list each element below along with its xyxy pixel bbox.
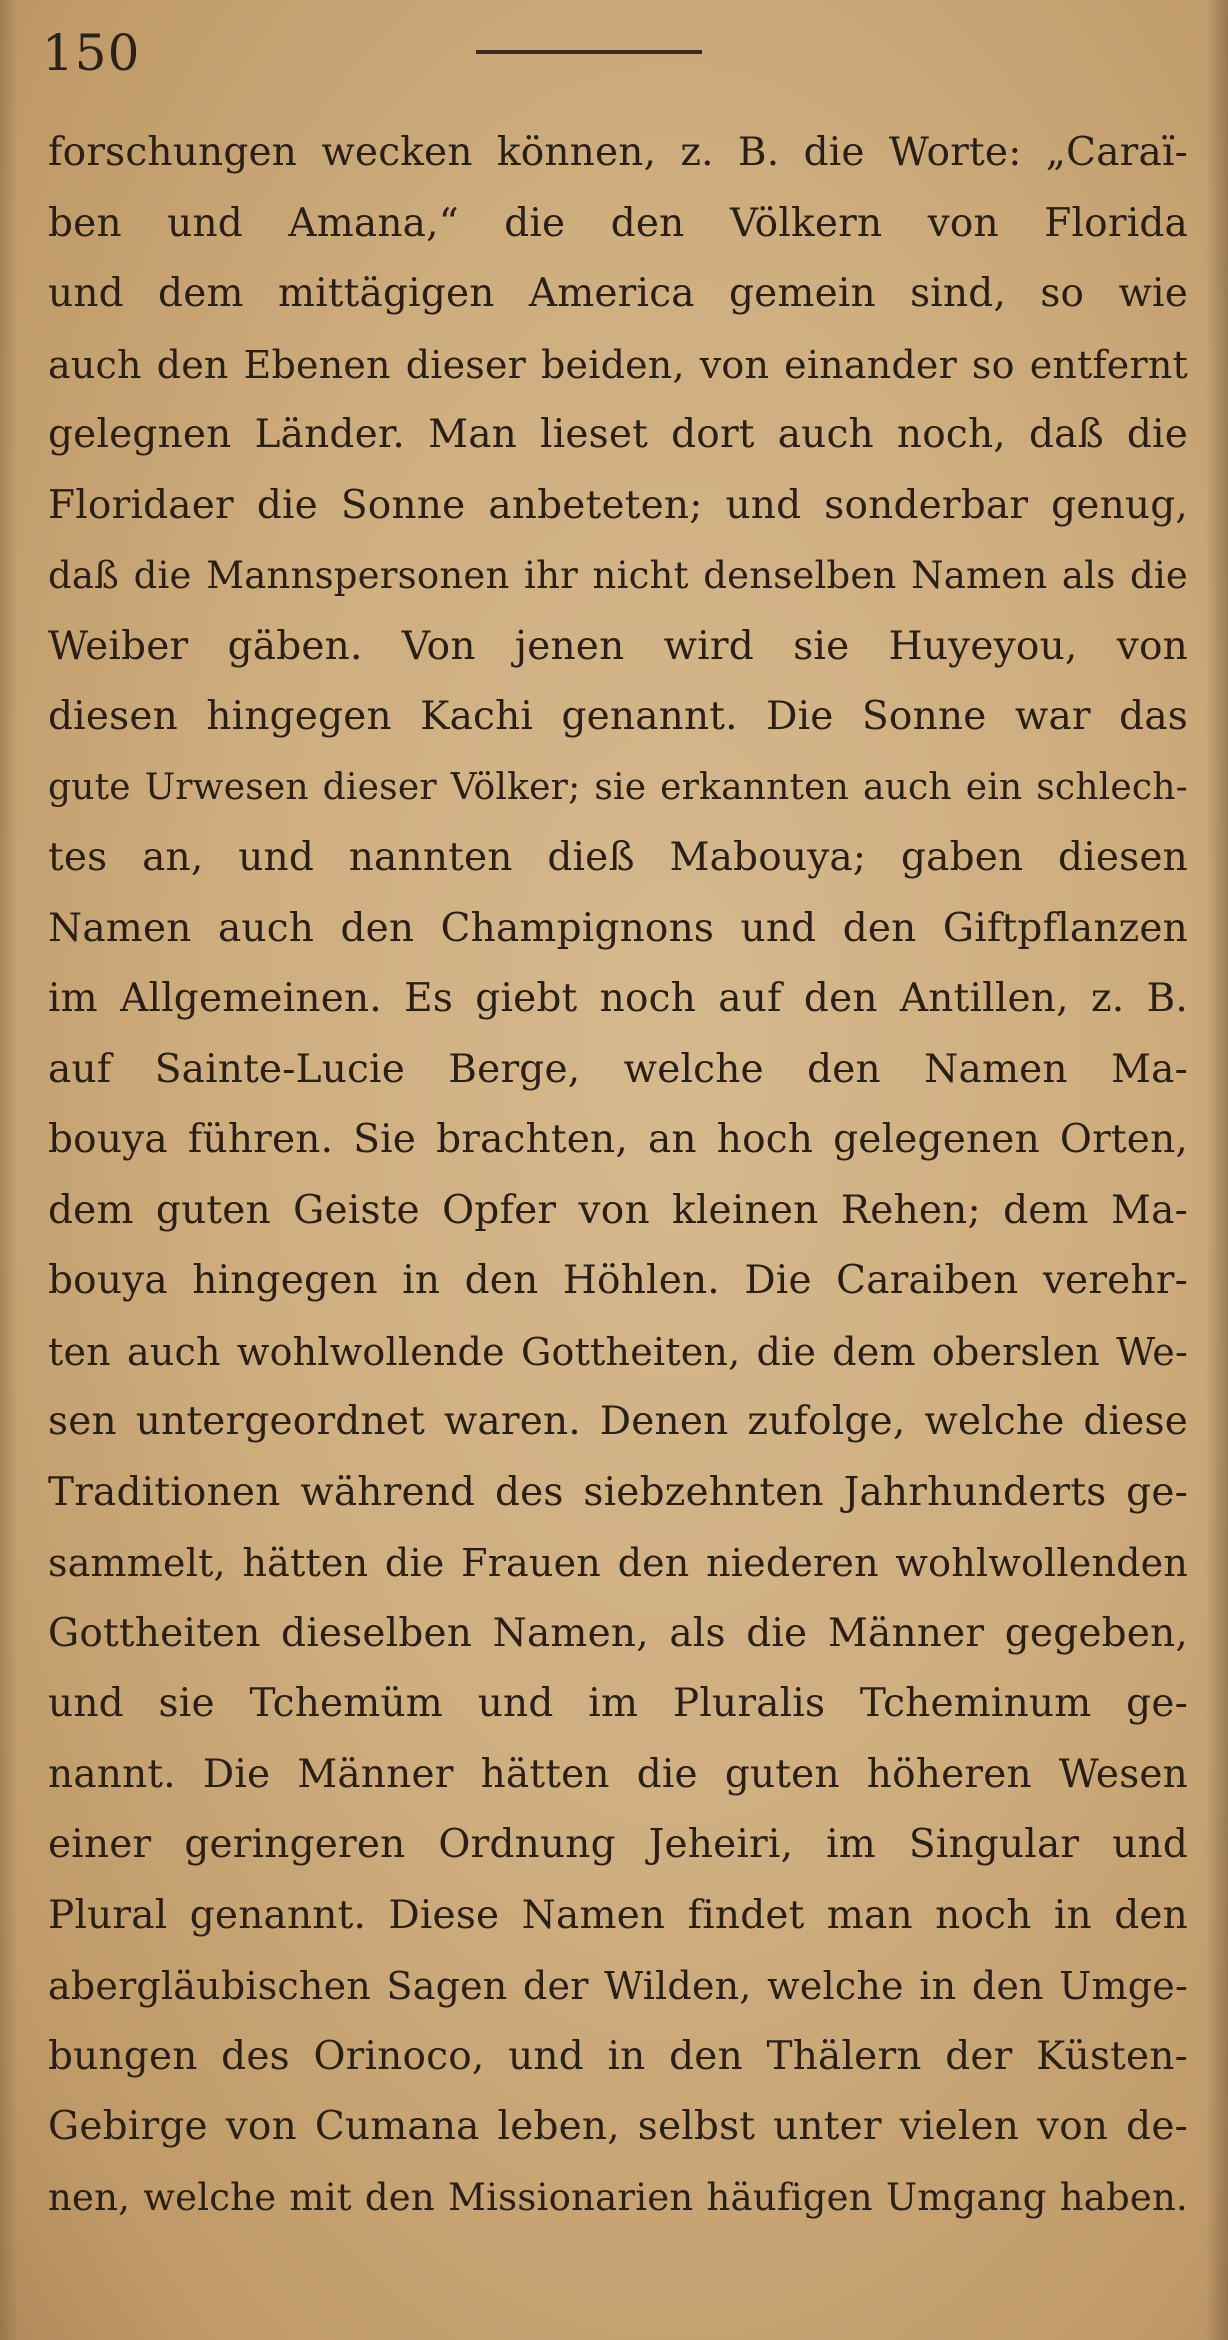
text-line: tes an, und nannten dieß Mabouya; gaben diesen: [48, 835, 1188, 880]
text-line: ten auch wohlwollende Gottheiten, die dem oberslen We-: [48, 1329, 1188, 1374]
text-line: einer geringeren Ordnung Jeheiri, im Singular und: [48, 1822, 1188, 1867]
page-shadow-left: [0, 0, 18, 2340]
text-line: bouya hingegen in den Höhlen. Die Caraiben verehr-: [48, 1258, 1188, 1303]
text-line: sammelt, hätten die Frauen den niederen wohlwollenden: [48, 1541, 1188, 1585]
text-line: Gottheiten dieselben Namen, als die Männer gegeben,: [48, 1610, 1188, 1656]
text-line: Namen auch den Champignons und den Giftpflanzen: [48, 905, 1188, 951]
text-line: bungen des Orinoco, und in den Thälern der Küsten-: [48, 2033, 1188, 2079]
text-line: abergläubischen Sagen der Wilden, welche in den Umge-: [48, 1964, 1188, 2008]
text-line: im Allgemeinen. Es giebt noch auf den Antillen, z. B.: [48, 976, 1188, 1021]
text-line: Plural genannt. Diese Namen findet man noch in den: [48, 1892, 1188, 1938]
header-rule: [476, 50, 702, 54]
text-line: Floridaer die Sonne anbeteten; und sonderbar genug,: [48, 482, 1188, 528]
text-line: nannt. Die Männer hätten die guten höheren Wesen: [48, 1751, 1188, 1797]
text-line: Gebirge von Cumana leben, selbst unter vielen von de-: [48, 2104, 1188, 2149]
text-line: bouya führen. Sie brachten, an hoch gelegenen Orten,: [48, 1117, 1188, 1162]
text-line: Weiber gäben. Von jenen wird sie Huyeyou, von: [48, 623, 1188, 669]
text-line: nen, welche mit den Missionarien häufigen Umgang haben.: [48, 2175, 1188, 2219]
text-line: und sie Tchemüm und im Pluralis Tcheminum ge-: [48, 1681, 1188, 1726]
page-number: 150: [42, 24, 141, 82]
text-line: auch den Ebenen dieser beiden, von einander so entfernt: [48, 342, 1188, 387]
body-text: [48, 118, 1188, 2233]
text-line: sen untergeordnet waren. Denen zufolge, welche diese: [48, 1399, 1188, 1444]
page-shadow-right: [1206, 0, 1228, 2340]
text-line: auf Sainte-Lucie Berge, welche den Namen Ma-: [48, 1046, 1188, 1092]
text-line: Traditionen während des siebzehnten Jahrhunderts ge-: [48, 1469, 1188, 1515]
text-line: dem guten Geiste Opfer von kleinen Rehen; dem Ma-: [48, 1187, 1188, 1233]
text-line: diesen hingegen Kachi genannt. Die Sonne war das: [48, 694, 1188, 739]
text-line: forschungen wecken können, z. B. die Worte: „Caraï-: [48, 130, 1188, 175]
text-line: gelegnen Länder. Man lieset dort auch noch, daß die: [48, 412, 1188, 457]
text-line: ben und Amana,“ die den Völkern von Florida: [48, 200, 1188, 246]
text-line: gute Urwesen dieser Völker; sie erkannten auch ein schlech-: [48, 766, 1188, 808]
text-line: daß die Mannspersonen ihr nicht denselben Namen als die: [48, 554, 1188, 597]
text-line: und dem mittägigen America gemein sind, so wie: [48, 271, 1188, 316]
